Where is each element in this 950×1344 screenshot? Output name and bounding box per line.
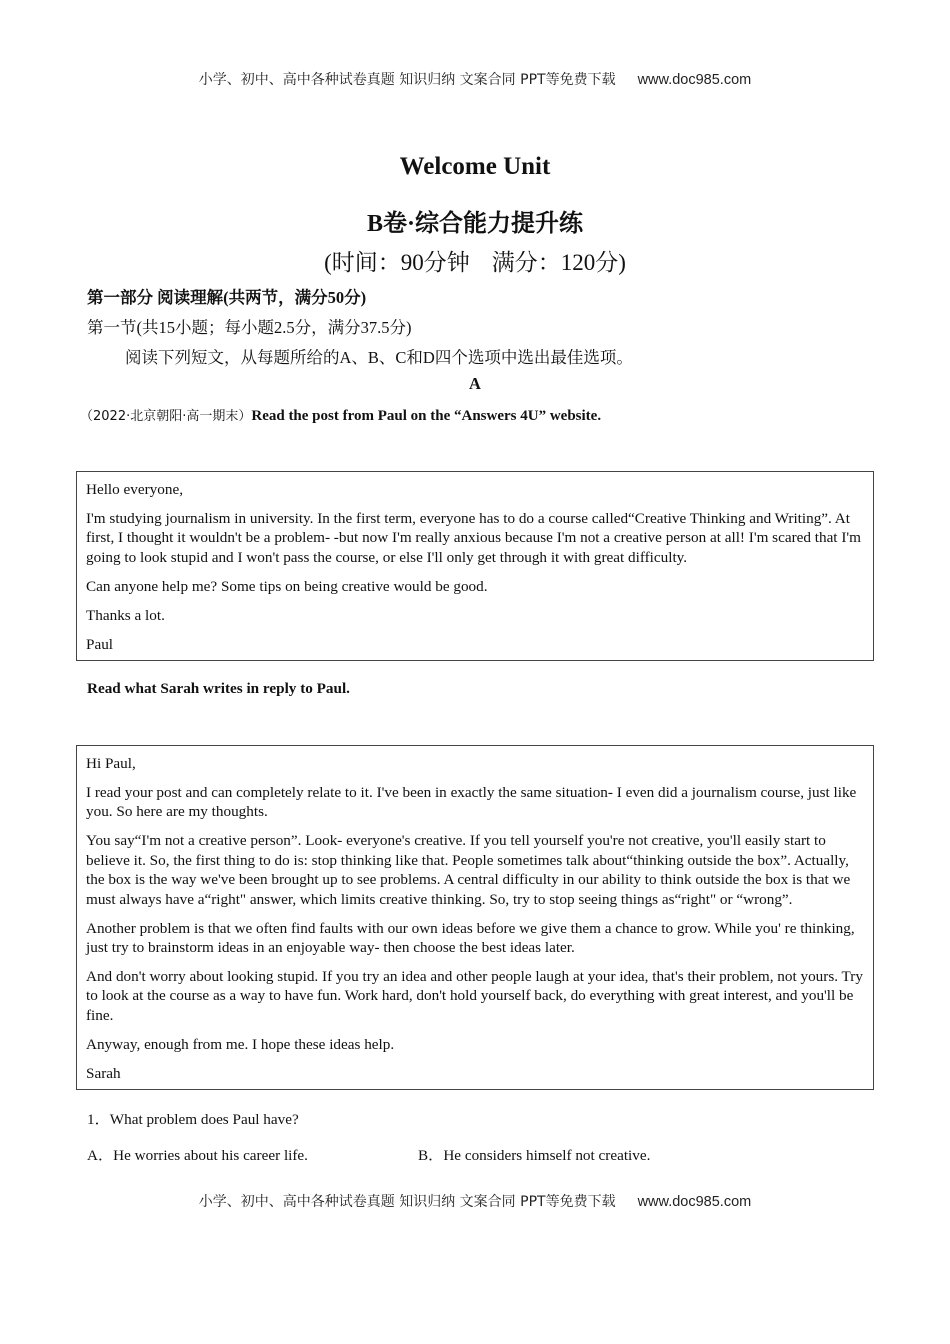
page-header — [0, 69, 950, 89]
question-1-option-a[interactable]: A．He worries about his career life. — [87, 1147, 308, 1164]
instruction-text: 阅读下列短文，从每题所给的A、B、C和D四个选项中选出最佳选项。 — [125, 348, 633, 367]
sarah-paragraph: I read your post and can completely relate to it. I've been in exactly the same situation- I even did a journalism course, just like you. So here are my thoughts. — [86, 784, 857, 821]
exam-time: (时间：90分钟 — [324, 250, 470, 275]
paul-post-box — [76, 471, 874, 661]
header-text: 小学、初中、高中各种试卷真题 知识归纳 文案合同 PPT等免费下载 — [198, 72, 616, 88]
passage-label: A — [469, 374, 481, 393]
sarah-paragraph: Anyway, enough from me. I hope these ideas help. — [86, 1035, 395, 1053]
footer-text: 小学、初中、高中各种试卷真题 知识归纳 文案合同 PPT等免费下载 — [198, 1194, 616, 1210]
section-heading: 第一节(共15小题；每小题2.5分，满分37.5分) — [87, 318, 412, 337]
sarah-paragraph: And don't worry about looking stupid. If you try an idea and other people laugh at your idea, that's their problem, not yours. Try to look at the course as a way to have fun. Work hard, don't hold yourself back, do everything with great interest, and you'll be fine. — [86, 968, 863, 1024]
sarah-greeting: Hi Paul, — [86, 755, 136, 772]
sarah-reply-box — [76, 745, 874, 1090]
paul-greeting: Hello everyone, — [86, 481, 183, 498]
question-1-stem: 1．What problem does Paul have? — [87, 1111, 299, 1128]
paper-subtitle: B卷·综合能力提升练 — [366, 211, 583, 237]
source-tag: （2022·北京朝阳·高一期末） — [80, 409, 252, 424]
paul-paragraph: I'm studying journalism in university. In the first term, everyone has to do a course called“Creative Thinking and Writing”. At first, I thought it wouldn't be a problem- -but now I'm really anxious because I'm not a creative person at all! I'm scared that I'm going to look stupid and I won't pass the course, or else I'll only get through it with great difficulty. — [86, 510, 861, 566]
header-site-link[interactable]: www.doc985.com — [637, 72, 752, 88]
page-footer — [0, 1191, 950, 1211]
unit-title: Welcome Unit — [399, 153, 551, 180]
paul-paragraph: Can anyone help me? Some tips on being creative would be good. — [86, 577, 488, 595]
paul-signature: Paul — [86, 635, 114, 653]
exam-timing — [0, 244, 950, 277]
sarah-paragraph: You say“I'm not a creative person”. Look- everyone's creative. If you tell yourself you're not creative, you'll easily start to believe it. So, the first thing to do is: stop thinking like that. People sometimes talk about“thinking outside the box”. Actually, the box is the way we've been brought up to see problems. A central difficulty in our ability to think outside the box is that we must always have a“right" answer, which limits creative thinking. So, try to stop seeing things as“right" or “wrong”. — [86, 832, 851, 908]
reply-label: Read what Sarah writes in reply to Paul. — [87, 680, 350, 697]
sarah-signature: Sarah — [86, 1064, 121, 1082]
exam-full-score: 满分：120分) — [491, 250, 626, 275]
paul-paragraph: Thanks a lot. — [86, 606, 165, 624]
question-1-option-b[interactable]: B．He considers himself not creative. — [418, 1147, 651, 1164]
footer-site-link[interactable]: www.doc985.com — [637, 1194, 752, 1210]
source-text: Read the post from Paul on the “Answers 4U” website. — [251, 408, 602, 424]
passage-source — [80, 405, 601, 425]
part-heading: 第一部分 阅读理解(共两节，满分50分) — [87, 288, 367, 307]
sarah-paragraph: Another problem is that we often find faults with our own ideas before we give them a chance to grow. While you' re thinking, just try to brainstorm ideas in an enjoyable way- then choose the best ideas later. — [86, 919, 855, 957]
